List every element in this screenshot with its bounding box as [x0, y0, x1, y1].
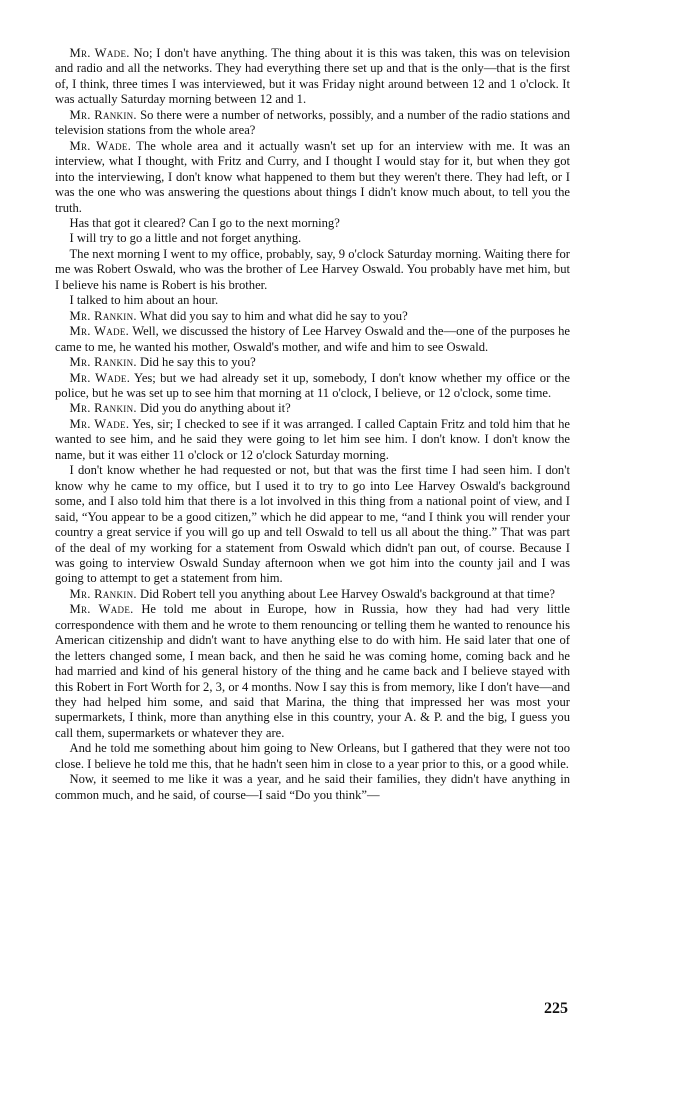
transcript-page	[55, 46, 570, 803]
speaker-label: Mr. Rankin.	[69, 107, 137, 122]
paragraph	[55, 324, 570, 355]
paragraph	[55, 401, 570, 416]
speaker-label: Mr. Wade.	[69, 602, 134, 617]
speaker-label: Mr. Rankin.	[69, 401, 137, 416]
paragraph-text: What did you say to him and what did he say to you?	[139, 308, 408, 323]
paragraph	[55, 741, 570, 772]
paragraph-text: I will try to go a little and not forget anything.	[69, 231, 302, 246]
paragraph-text: He told me about in Europe, how in Russia, how they had had very little correspondence with them and he wrote to them renouncing or telling them he wanted to renounce his American citizenship and didn't want to have anything else to do with him. He said later that one of the letters changed some, I mean back, and then he said he was coming home, coming back and he had married and kind of his general history of the thing and he came back and I believe stayed with this Robert in Fort Worth for 2, 3, or 4 months. Now I say this is from memory, like I don't have—and they had helped him some, and said that Marina, the thing that impressed her was most your supermarkets, I think, more than anything else in this country, your A. & P. and the big, I guess you call them, supermarkets or whatever they are.	[55, 602, 570, 740]
speaker-label: Mr. Rankin.	[69, 355, 137, 370]
paragraph	[55, 587, 570, 602]
paragraph	[55, 309, 570, 324]
speaker-label: Mr. Wade.	[69, 46, 130, 60]
paragraph	[55, 108, 570, 139]
paragraph	[55, 463, 570, 587]
paragraph-text: No; I don't have anything. The thing about it is this was taken, this was on television and radio and all the networks. They had everything there set up and that is the only—that is the first of, I think, three times I was interviewed, but it was Friday night around between 12 and 1 o'clock. It was actually Saturday morning between 12 and 1.	[55, 46, 570, 107]
paragraph-text: Now, it seemed to me like it was a year, and he said their families, they didn't have anything in common much, and he said, of course—I said “Do you think”—	[55, 772, 570, 802]
speaker-label: Mr. Rankin.	[69, 308, 137, 323]
paragraph	[55, 772, 570, 803]
speaker-label: Mr. Wade.	[69, 416, 130, 431]
paragraph	[55, 293, 570, 308]
speaker-label: Mr. Wade.	[69, 370, 131, 385]
paragraph-text: So there were a number of networks, possibly, and a number of the radio stations and television stations from the whole area?	[55, 107, 571, 138]
paragraph	[55, 371, 570, 402]
paragraph	[55, 46, 570, 108]
paragraph-text: Yes, sir; I checked to see if it was arranged. I called Captain Fritz and told him that he wanted to see him, and he said they were going to let him see him. I don't know. I don't know the name, but it was either 11 o'clock or 12 o'clock Saturday morning.	[55, 416, 570, 462]
paragraph	[55, 139, 570, 216]
paragraph	[55, 216, 570, 231]
page-number: 225	[544, 1000, 568, 1017]
paragraph-text: Yes; but we had already set it up, somebody, I don't know whether my office or the police, but he was set up to see him that morning at 11 o'clock, I believe, or 12 o'clock, some time.	[55, 370, 570, 400]
paragraph-text: The next morning I went to my office, probably, say, 9 o'clock Saturday morning. Waiting there for me was Robert Oswald, who was the brother of Lee Harvey Oswald. You probably have met him, but I believe his name is Robert is his brother.	[55, 246, 570, 292]
speaker-label: Mr. Rankin.	[69, 586, 137, 601]
paragraph-text: The whole area and it actually wasn't set up for an interview with me. It was an interview, what I thought, with Fritz and Curry, and I thought I would stay for it, but when they got into the interviewing, I don't know what happened to them but they weren't there. They had left, or I was the one who was answering the questions about things I didn't know much about, to tell you the truth.	[55, 138, 571, 215]
paragraph	[55, 247, 570, 293]
paragraph	[55, 231, 570, 246]
paragraph-text: And he told me something about him going to New Orleans, but I gathered that they were not too close. I believe he told me this, that he hadn't seen him in close to a year prior to this, or a good while.	[55, 741, 570, 771]
paragraph-text: Has that got it cleared? Can I go to the next morning?	[69, 215, 340, 230]
speaker-label: Mr. Wade.	[69, 138, 132, 153]
paragraph-text: Well, we discussed the history of Lee Harvey Oswald and the—one of the purposes he came to me, he wanted his mother, Oswald's mother, and wife and him to see Oswald.	[55, 324, 570, 354]
paragraph	[55, 602, 570, 741]
paragraph-text: I don't know whether he had requested or not, but that was the first time I had seen him. I don't know why he came to my office, but I used it to try to go into Lee Harvey Oswald's background some, and I also told him that there is a lot involved in this thing from a national point of view, and I said, “You appear to be a good citizen,” which he did appear to me, “and I think you will render your country a great service if you will go up and tell Oswald to tell us all about the thing.” That was part of the deal of my working for a statement from Oswald which didn't pan out, of course. Because I was going to interview Oswald Sunday afternoon when we got him into the county jail and I was going to attempt to get a statement from him.	[55, 463, 570, 586]
paragraph-text: I talked to him about an hour.	[69, 293, 219, 308]
paragraph	[55, 417, 570, 463]
paragraph	[55, 355, 570, 370]
paragraph-text: Did you do anything about it?	[139, 401, 291, 416]
speaker-label: Mr. Wade.	[69, 324, 130, 339]
paragraph-text: Did he say this to you?	[139, 355, 256, 370]
paragraph-text: Did Robert tell you anything about Lee Harvey Oswald's background at that time?	[139, 586, 555, 601]
